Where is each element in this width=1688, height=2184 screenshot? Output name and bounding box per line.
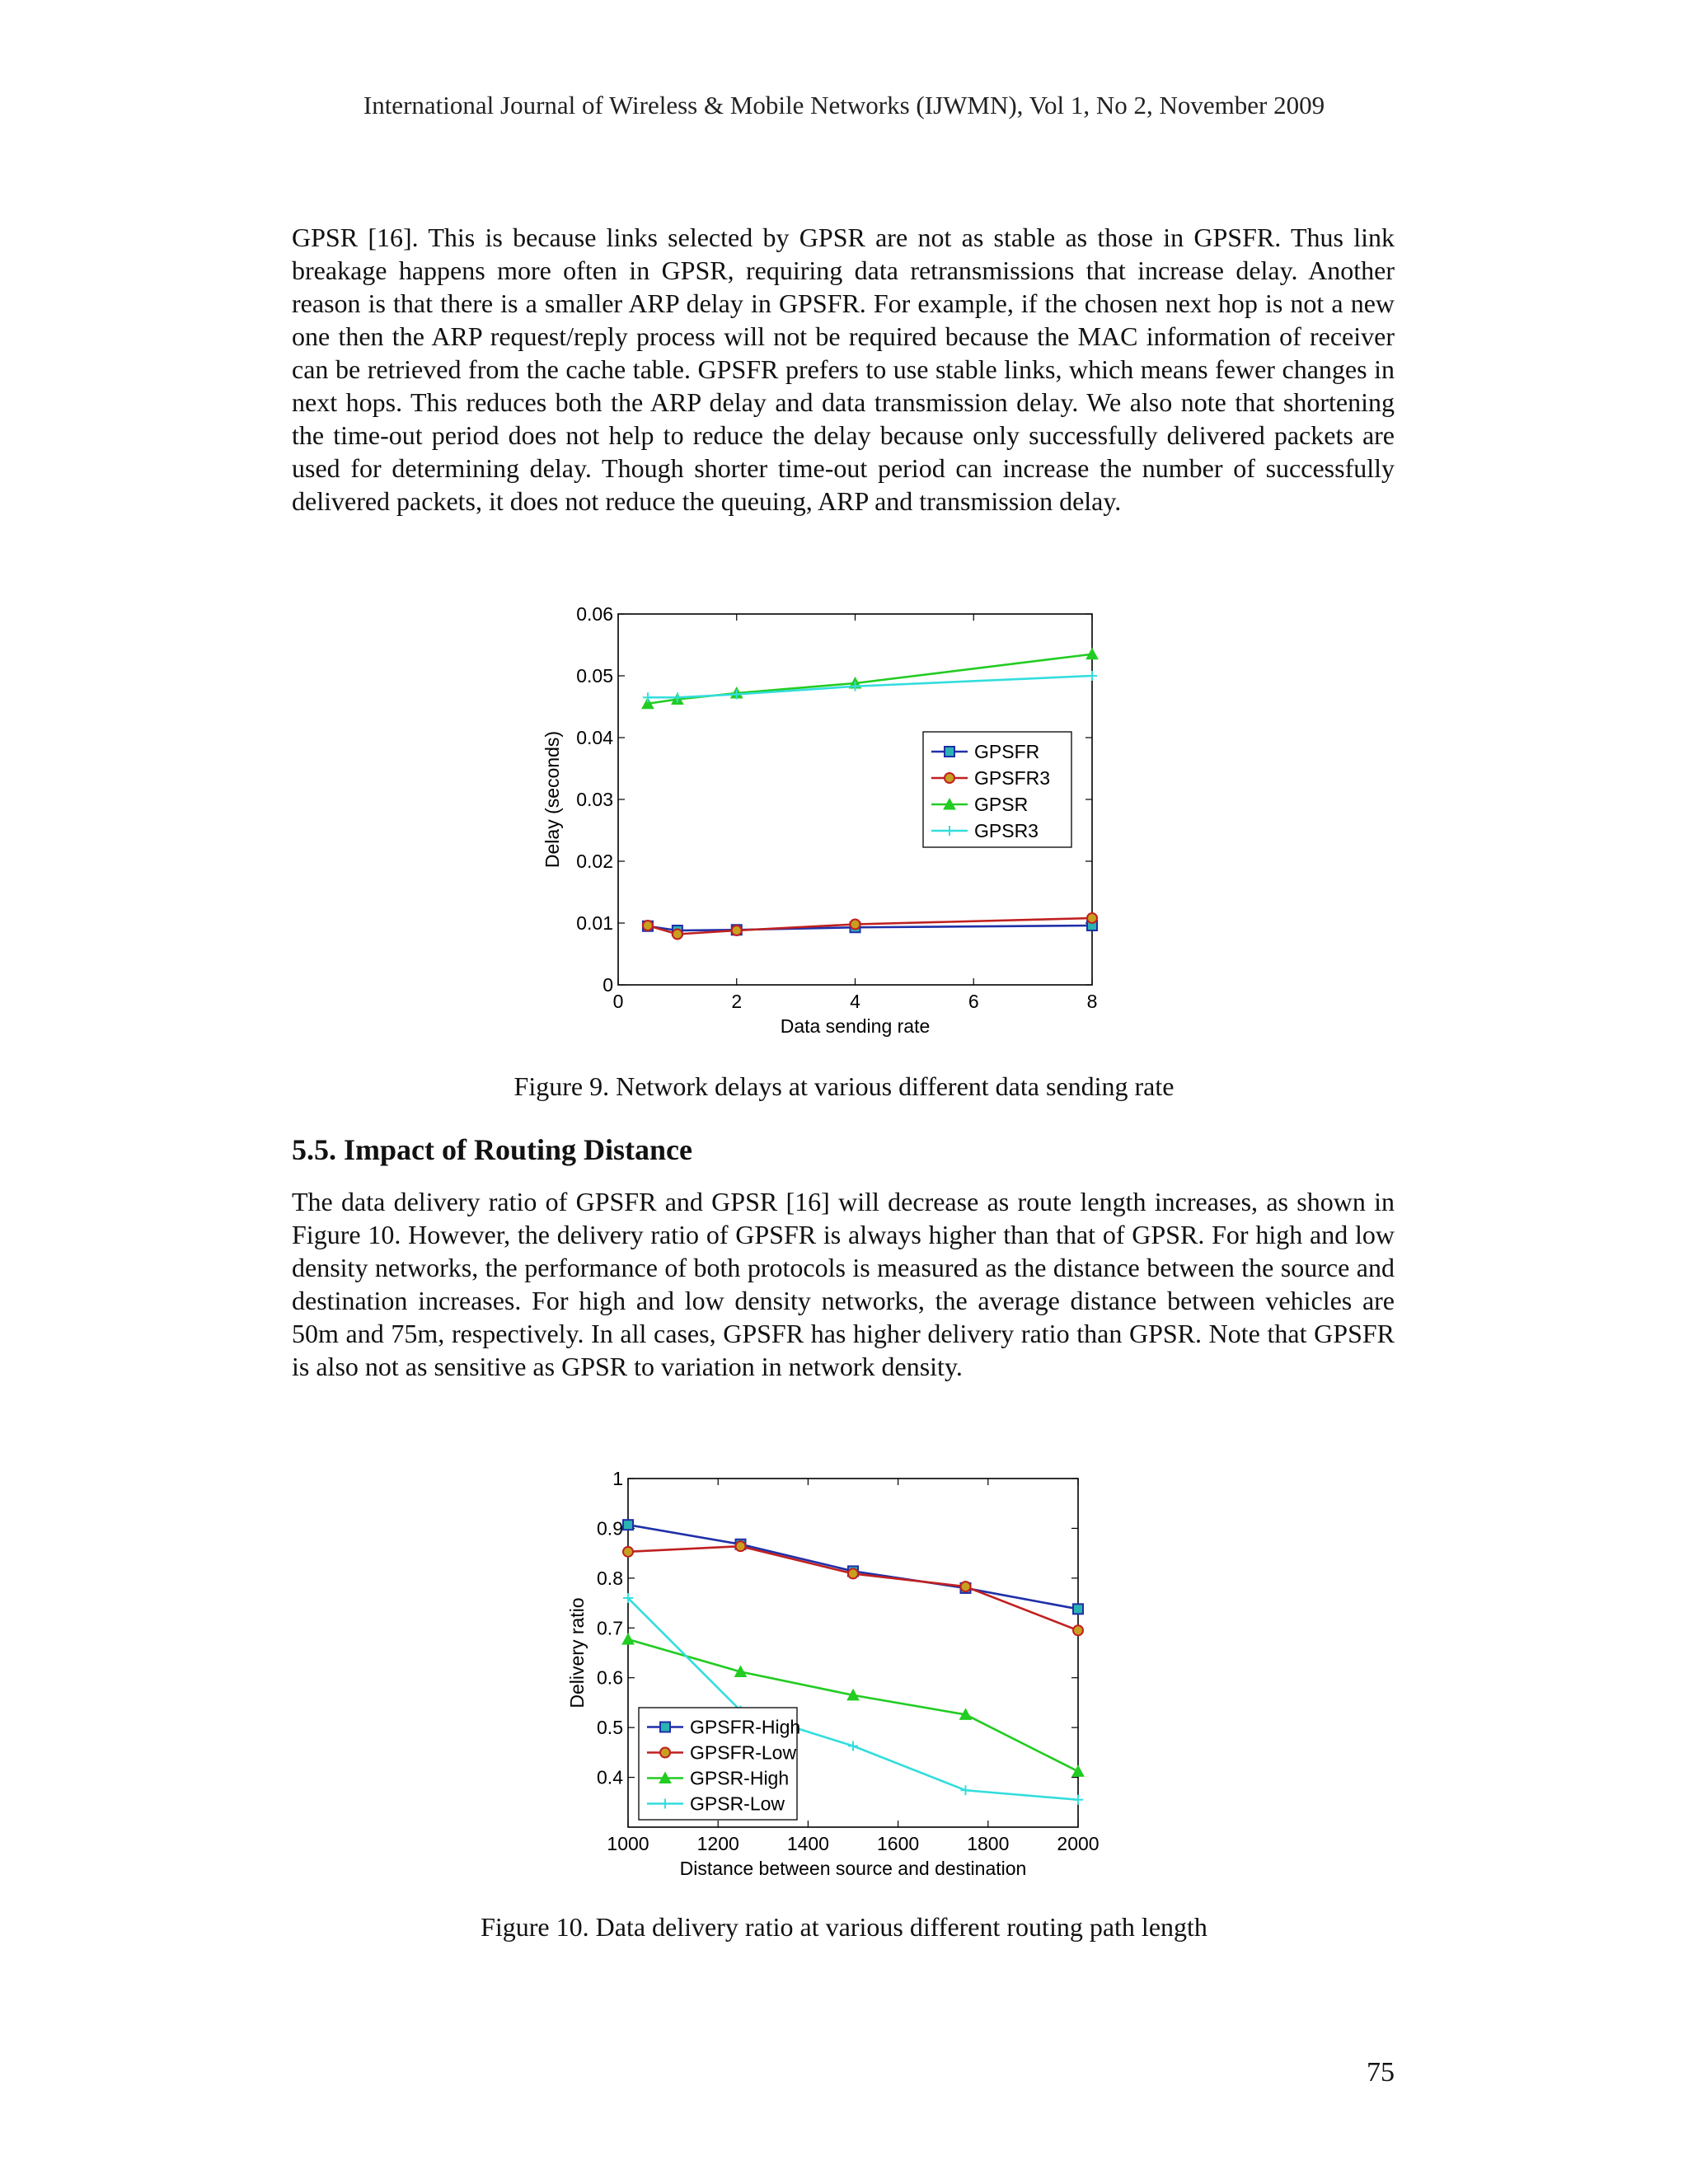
x-axis-label: Data sending rate <box>780 1015 931 1037</box>
body-paragraph-2: The data delivery ratio of GPSFR and GPSR [16] will decrease as route length increases, as shown in Figure 10. However, the delivery ratio of GPSFR is always higher than that of GPSR. For high and low density networks, the performance of both protocols is measured as the distance between the source and destination increases. For high and low density networks, the average distance between vehicles are 50m and 75m, respectively. In all cases, GPSFR has higher delivery ratio than GPSR. Note that GPSFR is also not as sensitive as GPSR to variation in network density. <box>292 1187 1395 1381</box>
figure-10-caption: Figure 10. Data delivery ratio at various different routing path length <box>481 1912 1207 1942</box>
figure-10-chart <box>528 1454 1137 1882</box>
legend-label: GPSR-High <box>690 1767 790 1789</box>
y-tick-label: 0.6 <box>597 1666 623 1689</box>
y-axis-label: Delivery ratio <box>566 1597 588 1708</box>
data-point <box>848 1568 858 1578</box>
figure-9-chart <box>511 590 1137 1052</box>
page-number: 75 <box>1367 2057 1395 2088</box>
body-paragraph-1: GPSR [16]. This is because links selected by GPSR are not as stable as those in GPSFR. Thus link breakage happens more often in GPSR, requiring data retransmissions that increase delay. Another reason is that there is a smaller ARP delay in GPSFR. For example, if the chosen next hop is not a new one then the ARP request/reply process will not be required because the MAC information of receiver can be retrieved from the cache table. GPSFR prefers to use stable links, which means fewer changes in next hops. This reduces both the ARP delay and data transmission delay. We also note that shortening the time-out period does not help to reduce the delay because only successfully delivered packets are used for determining delay. Though shorter time-out period can increase the number of successfully delivered packets, it does not reduce the queuing, ARP and transmission delay. <box>292 223 1395 516</box>
y-tick-label: 0.04 <box>576 727 613 748</box>
data-point <box>736 1541 746 1551</box>
legend-label: GPSR <box>974 794 1029 815</box>
x-axis-label: Distance between source and destination <box>679 1858 1027 1879</box>
running-header: International Journal of Wireless & Mobile Networks (IJWMN), Vol 1, No 2, November 2009 <box>363 91 1325 120</box>
section-heading: 5.5. Impact of Routing Distance <box>292 1133 692 1166</box>
y-tick-label: 0.03 <box>576 789 613 810</box>
x-tick-label: 1800 <box>967 1833 1010 1854</box>
x-tick-label: 0 <box>612 991 624 1012</box>
data-point <box>623 1547 633 1557</box>
legend-label: GPSR3 <box>974 820 1039 841</box>
y-tick-label: 0.5 <box>597 1717 623 1739</box>
legend-marker <box>660 1748 670 1758</box>
data-point <box>643 921 653 930</box>
x-tick-label: 8 <box>1086 991 1098 1012</box>
legend <box>923 732 1071 847</box>
x-tick-label: 1000 <box>607 1833 649 1854</box>
legend-marker <box>660 1722 670 1732</box>
x-tick-label: 1600 <box>877 1833 920 1854</box>
legend-marker <box>945 747 954 757</box>
data-point <box>623 1520 633 1530</box>
data-point <box>673 930 682 940</box>
figure-9-caption: Figure 9. Network delays at various different data sending rate <box>513 1071 1175 1101</box>
data-point <box>732 926 742 935</box>
x-tick-label: 1400 <box>786 1833 829 1854</box>
legend-label: GPSR-Low <box>690 1793 785 1815</box>
data-point <box>1073 1625 1083 1635</box>
x-tick-label: 1200 <box>696 1833 739 1854</box>
y-tick-label: 1 <box>612 1468 623 1489</box>
y-tick-label: 0.02 <box>576 851 613 872</box>
y-tick-label: 0 <box>603 974 613 996</box>
legend-marker <box>945 773 954 783</box>
y-tick-label: 0.4 <box>597 1766 623 1788</box>
legend-label: GPSFR <box>974 741 1040 762</box>
x-tick-label: 2000 <box>1057 1833 1100 1854</box>
x-tick-label: 6 <box>968 991 979 1012</box>
y-tick-label: 0.7 <box>597 1617 623 1639</box>
data-point <box>851 920 860 930</box>
y-tick-label: 0.06 <box>576 603 613 625</box>
y-tick-label: 0.05 <box>576 665 613 687</box>
legend-label: GPSFR3 <box>974 767 1051 789</box>
legend-label: GPSFR-High <box>690 1716 801 1738</box>
y-axis-label: Delay (seconds) <box>542 730 563 869</box>
data-point <box>1073 1604 1083 1614</box>
x-tick-label: 2 <box>731 991 743 1012</box>
y-tick-label: 0.8 <box>597 1567 623 1589</box>
data-point <box>961 1582 971 1591</box>
y-tick-label: 0.01 <box>576 912 613 934</box>
x-tick-label: 4 <box>850 991 860 1012</box>
legend <box>639 1708 800 1820</box>
data-point <box>1087 913 1097 923</box>
legend-label: GPSFR-Low <box>690 1741 797 1764</box>
y-tick-label: 0.9 <box>597 1517 623 1540</box>
